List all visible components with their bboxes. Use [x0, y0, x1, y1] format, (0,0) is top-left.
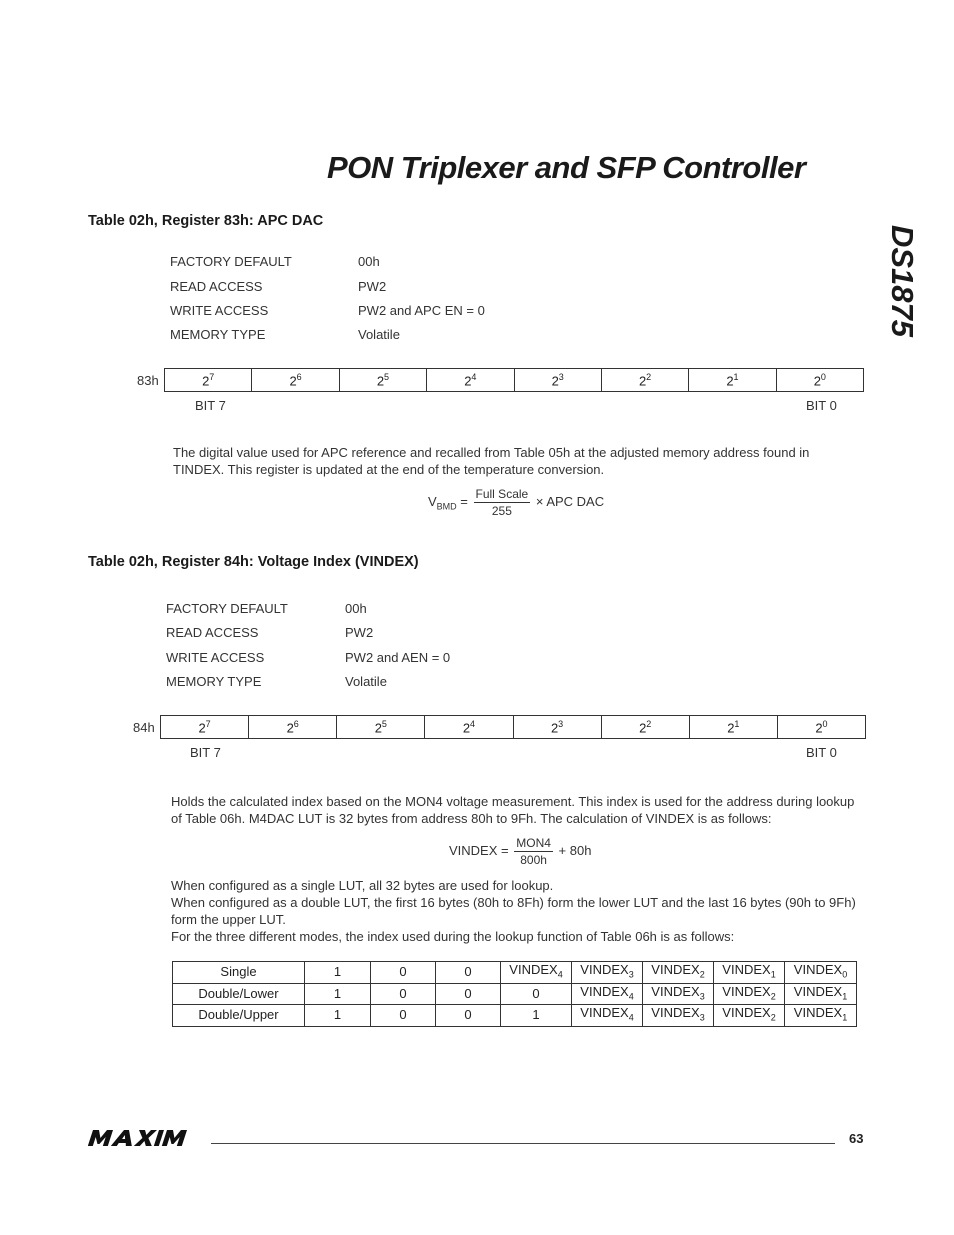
formula-equals: =: [460, 493, 468, 509]
table-cell: $VINDEX_3$: [643, 983, 714, 1005]
table-cell: $VINDEX_4$: [572, 983, 643, 1005]
section-heading-vindex: Table 02h, Register 84h: Voltage Index (VINDEX): [88, 554, 419, 570]
formula-lhs: V: [428, 493, 437, 509]
bit-cell: $2^4$: [427, 369, 514, 392]
prop-label: MEMORY TYPE: [170, 327, 266, 342]
table-cell: Single: [173, 962, 305, 984]
bit-cell: $2^3$: [514, 369, 601, 392]
bit-cell: $2^4$: [425, 716, 513, 739]
table-cell: $VINDEX_3$: [643, 1005, 714, 1027]
table-cell: 0: [436, 962, 501, 984]
bit-cell: $2^0$: [776, 369, 863, 392]
formula-denominator: 255: [491, 504, 512, 518]
table-cell: Double/Upper: [173, 1005, 305, 1027]
prop-label: WRITE ACCESS: [170, 303, 269, 318]
prop-label: FACTORY DEFAULT: [166, 601, 288, 616]
bit-msb-label: BIT 7: [190, 745, 221, 760]
bit-cell: $2^7$: [161, 716, 249, 739]
table-cell: 1: [305, 962, 371, 984]
note-single-lut: When configured as a single LUT, all 32 bytes are used for lookup.: [171, 878, 554, 893]
prop-label: READ ACCESS: [166, 625, 259, 640]
formula-rhs: + 80h: [558, 842, 592, 858]
prop-value: PW2 and APC EN = 0: [358, 303, 485, 318]
prop-label: READ ACCESS: [170, 279, 263, 294]
table-cell: $VINDEX_1$: [785, 983, 857, 1005]
table-cell: Double/Lower: [173, 983, 305, 1005]
table-cell: $VINDEX_1$: [714, 962, 785, 984]
prop-value: 00h: [358, 254, 380, 269]
bit-cell: $2^3$: [513, 716, 601, 739]
bit-cell: $2^5$: [337, 716, 425, 739]
part-number-vertical: [884, 213, 920, 348]
table-cell: $VINDEX_2$: [714, 1005, 785, 1027]
formula-fraction: [514, 835, 553, 868]
table-cell: 0: [501, 983, 572, 1005]
bit-msb-label: BIT 7: [195, 398, 226, 413]
description-paragraph: Holds the calculated index based on the MON4 voltage measurement. This index is used for the address during lookup of Table 06h. M4DAC LUT is 32 bytes from address 80h to 9Fh. The calculation of VINDEX is as follows:: [171, 794, 855, 826]
table-cell: 0: [371, 962, 436, 984]
formula-numerator: MON4: [516, 836, 551, 850]
bit-field-table: [164, 368, 864, 392]
table-row: [173, 1005, 857, 1027]
bit-cell: $2^2$: [601, 369, 688, 392]
bit-lsb-label: BIT 0: [806, 398, 837, 413]
table-cell: $VINDEX_4$: [572, 1005, 643, 1027]
table-cell: $VINDEX_4$: [501, 962, 572, 984]
section-heading-apc-dac: Table 02h, Register 83h: APC DAC: [88, 213, 324, 229]
part-number-label: DS1875: [885, 224, 920, 337]
note-double-lut: When configured as a double LUT, the first 16 bytes (80h to 8Fh) form the lower LUT and the last 16 bytes (90h to 9Fh) form the upper LUT.: [171, 895, 856, 927]
table-cell: 1: [305, 983, 371, 1005]
lookup-mode-table: [172, 961, 857, 1027]
formula-numerator: Full Scale: [475, 487, 529, 501]
prop-label: MEMORY TYPE: [166, 674, 262, 689]
description-paragraph: The digital value used for APC reference and recalled from Table 05h at the adjusted memory address found in TINDEX. This register is updated at the end of the temperature conversion.: [173, 445, 810, 477]
table-row: [173, 983, 857, 1005]
formula-rhs: × APC DAC: [535, 493, 605, 509]
maxim-logo: [88, 1130, 200, 1151]
table-cell: 0: [371, 983, 436, 1005]
table-cell: $VINDEX_2$: [643, 962, 714, 984]
bit-cell: $2^0$: [777, 716, 865, 739]
table-cell: $VINDEX_1$: [785, 1005, 857, 1027]
prop-value: 00h: [345, 601, 367, 616]
note-modes: For the three different modes, the index used during the lookup function of Table 06h is as follows:: [171, 929, 735, 944]
bit-cell: $2^1$: [689, 716, 777, 739]
table-cell: 0: [436, 983, 501, 1005]
formula-lhs: VINDEX: [449, 842, 498, 858]
table-cell: $VINDEX_0$: [785, 962, 857, 984]
prop-value: Volatile: [358, 327, 400, 342]
bit-cell: $2^5$: [339, 369, 426, 392]
bit-field-table: [160, 715, 866, 739]
formula-denominator: 800h: [520, 853, 547, 867]
bit-lsb-label: BIT 0: [806, 745, 837, 760]
table-row: [173, 962, 857, 984]
page-number: 63: [849, 1131, 864, 1146]
table-cell: 0: [371, 1005, 436, 1027]
footer-rule: [211, 1143, 835, 1144]
formula-fraction: [474, 486, 531, 519]
bit-cell: $2^7$: [165, 369, 252, 392]
bit-cell: $2^1$: [689, 369, 776, 392]
prop-value: PW2: [358, 279, 387, 294]
bit-cell: $2^2$: [601, 716, 689, 739]
formula-vindex: [449, 835, 591, 868]
formula-lhs-subscript: BMD: [436, 501, 457, 512]
bit-cell: $2^6$: [252, 369, 339, 392]
formula-equals: =: [501, 842, 509, 858]
formula-vbmd: [428, 486, 604, 519]
table-cell: 1: [501, 1005, 572, 1027]
bit-cell: $2^6$: [249, 716, 337, 739]
table-cell: 1: [305, 1005, 371, 1027]
table-cell: $VINDEX_2$: [714, 983, 785, 1005]
prop-value: PW2 and AEN = 0: [345, 650, 451, 665]
register-address: 83h: [137, 373, 159, 388]
prop-label: WRITE ACCESS: [166, 650, 265, 665]
page-title: PON Triplexer and SFP Controller: [327, 150, 806, 185]
register-address: 84h: [133, 720, 155, 735]
prop-value: Volatile: [345, 674, 387, 689]
prop-label: FACTORY DEFAULT: [170, 254, 292, 269]
prop-value: PW2: [345, 625, 374, 640]
table-cell: 0: [436, 1005, 501, 1027]
table-cell: $VINDEX_3$: [572, 962, 643, 984]
